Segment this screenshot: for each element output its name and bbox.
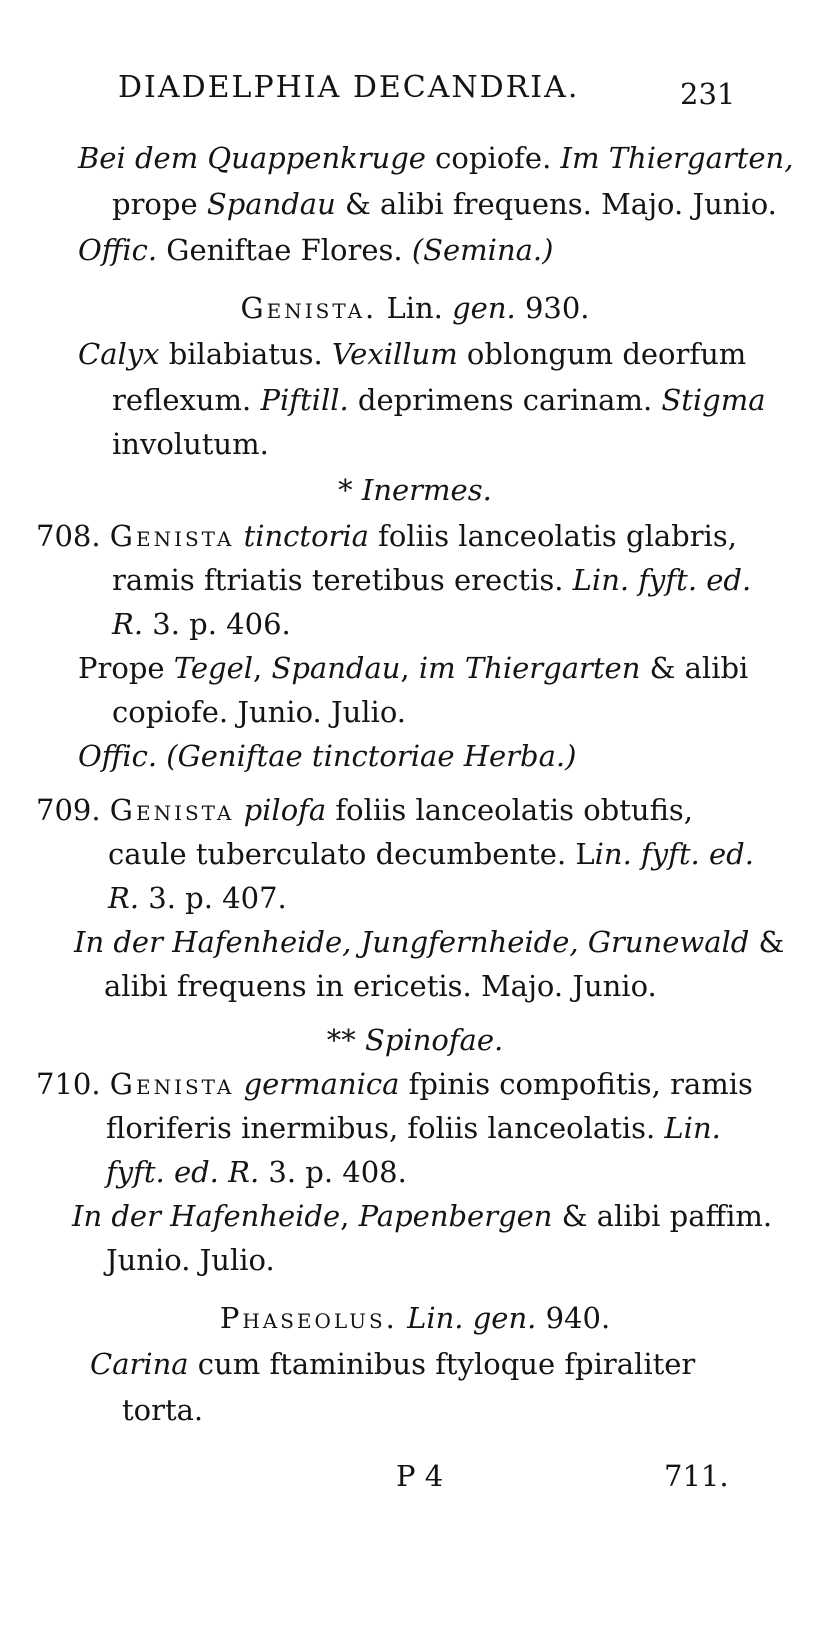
sp708-hab1c: ,	[253, 651, 272, 685]
intro-1b: copiofe.	[425, 141, 561, 175]
sp709-l2a: caule tuberculato decumbente. L	[108, 837, 595, 871]
sp710-hab1a: In der Hafenheide	[72, 1199, 341, 1233]
gdesc-1a: Calyx	[78, 337, 160, 371]
sp710-l3b: 3. p. 408.	[259, 1155, 407, 1189]
species-710-line-3	[106, 1152, 407, 1192]
genista-ref-a: Lin.	[377, 291, 453, 325]
sp708-l3a: R.	[112, 607, 144, 641]
sp710-hab1b: ,	[340, 1199, 359, 1233]
gdesc-2a: reflexum.	[112, 383, 261, 417]
species-genus: Genista	[109, 793, 235, 827]
species-708-habitat-2: copiofe. Junio. Julio.	[112, 695, 406, 729]
sp708-hab1g: & alibi	[640, 651, 749, 685]
section2-label: Spinofae.	[364, 1023, 504, 1057]
sp708-hab1e: ,	[400, 651, 419, 685]
sp710-l2a: floriferis inermibus, foliis lanceolatis.	[106, 1111, 665, 1145]
section1-star: *	[338, 473, 362, 507]
phaseolus-ref-b: 940.	[536, 1301, 611, 1335]
intro-3a: Offic.	[78, 233, 158, 267]
species-diagnosis: foliis lanceolatis glabris,	[368, 519, 737, 553]
species-number: 708.	[36, 519, 101, 553]
genista-ref-c: 930.	[515, 291, 590, 325]
species-710-habitat-2: Junio. Julio.	[106, 1243, 275, 1277]
sp709-l3a: R.	[108, 881, 140, 915]
sp709-l3b: 3. p. 407.	[139, 881, 287, 915]
species-708-line-2	[112, 560, 751, 600]
sp710-l2b: Lin.	[664, 1111, 721, 1145]
signature-mark: P 4	[396, 1459, 444, 1493]
species-710-line-1	[36, 1064, 753, 1104]
species-diagnosis: foliis lanceolatis obtufis,	[326, 793, 694, 827]
sp708-hab1a: Prope	[78, 651, 174, 685]
species-709-line-2	[108, 834, 754, 874]
gdesc-1c: Vexillum	[331, 337, 458, 371]
genista-desc-2	[112, 380, 766, 420]
sp709-hab1a: In der Hafenheide, Jungfernheide, Grunewald	[74, 925, 750, 959]
sp708-l2a: ramis ftriatis teretibus erectis.	[112, 563, 573, 597]
species-708-line-3	[112, 604, 291, 644]
intro-line-2	[112, 184, 777, 224]
intro-2c: & alibi frequens. Majo. Junio.	[335, 187, 777, 221]
sp710-l3a: fyft. ed. R.	[106, 1155, 260, 1189]
species-708-officinal: Offic. (Geniftae tinctoriae Herba.)	[78, 739, 577, 773]
intro-2b: Spandau	[206, 187, 336, 221]
species-709-habitat-1	[74, 922, 784, 962]
gdesc-2c: deprimens carinam.	[348, 383, 662, 417]
genus-name-genista: Genista.	[240, 291, 378, 325]
species-709-line-3	[108, 878, 287, 918]
phaseolus-ref-a: Lin. gen.	[397, 1301, 537, 1335]
species-genus: Genista	[109, 519, 235, 553]
sp709-l2b: in. fyft. ed.	[594, 837, 754, 871]
species-number: 709.	[36, 793, 101, 827]
catchword: 711.	[664, 1459, 729, 1493]
sp710-hab1d: & alibi paffim.	[552, 1199, 773, 1233]
genus-name-phaseolus: Phaseolus.	[219, 1301, 398, 1335]
intro-3c: (Semina.)	[411, 233, 554, 267]
section-heading-spinosae	[0, 1020, 830, 1060]
species-708-line-1	[36, 516, 737, 556]
intro-1a: Bei dem Quappenkruge	[78, 141, 426, 175]
phaseolus-desc-1	[90, 1344, 695, 1384]
sp708-l2b: Lin. fyft. ed.	[572, 563, 752, 597]
genista-ref-b: gen.	[452, 291, 516, 325]
species-710-habitat-1	[72, 1196, 772, 1236]
genista-desc-1	[78, 334, 746, 374]
intro-line-3	[78, 230, 553, 270]
sp708-hab1b: Tegel	[173, 651, 254, 685]
species-epithet: tinctoria	[234, 519, 369, 553]
species-diagnosis: fpinis compofitis, ramis	[399, 1067, 753, 1101]
section2-star: **	[326, 1023, 365, 1057]
genista-desc-3: involutum.	[112, 427, 269, 461]
pdesc-1a: Carina	[90, 1347, 189, 1381]
sp710-hab1c: Papenbergen	[358, 1199, 553, 1233]
gdesc-2b: Piftill.	[260, 383, 349, 417]
section-heading-inermes	[0, 470, 830, 510]
species-genus: Genista	[109, 1067, 235, 1101]
species-708-habitat-1	[78, 648, 748, 688]
page-number: 231	[680, 77, 736, 111]
gdesc-2d: Stigma	[661, 383, 766, 417]
species-709-habitat-2: alibi frequens in ericetis. Majo. Junio.	[104, 969, 657, 1003]
intro-3b: Geniftae Flores.	[157, 233, 412, 267]
section1-label: Inermes.	[361, 473, 492, 507]
intro-2a: prope	[112, 187, 207, 221]
species-epithet: pilofa	[234, 793, 327, 827]
running-header-title: DIADELPHIA DECANDRIA.	[118, 70, 580, 105]
pdesc-1b: cum ftaminibus ftyloque fpiraliter	[188, 1347, 696, 1381]
sp708-hab1d: Spandau	[271, 651, 401, 685]
gdesc-1d: oblongum deorfum	[457, 337, 747, 371]
intro-1c: Im Thiergarten,	[560, 141, 794, 175]
sp708-hab1f: im Thiergarten	[418, 651, 641, 685]
genus-heading-genista	[0, 288, 830, 328]
species-number: 710.	[36, 1067, 101, 1101]
genus-heading-phaseolus	[0, 1298, 830, 1338]
sp708-l3b: 3. p. 406.	[143, 607, 291, 641]
sp709-hab1b: &	[749, 925, 785, 959]
intro-line-1	[78, 138, 793, 178]
species-710-line-2	[106, 1108, 721, 1148]
species-709-line-1	[36, 790, 693, 830]
species-epithet: germanica	[234, 1067, 400, 1101]
gdesc-1b: bilabiatus.	[159, 337, 332, 371]
phaseolus-desc-2: torta.	[122, 1393, 204, 1427]
